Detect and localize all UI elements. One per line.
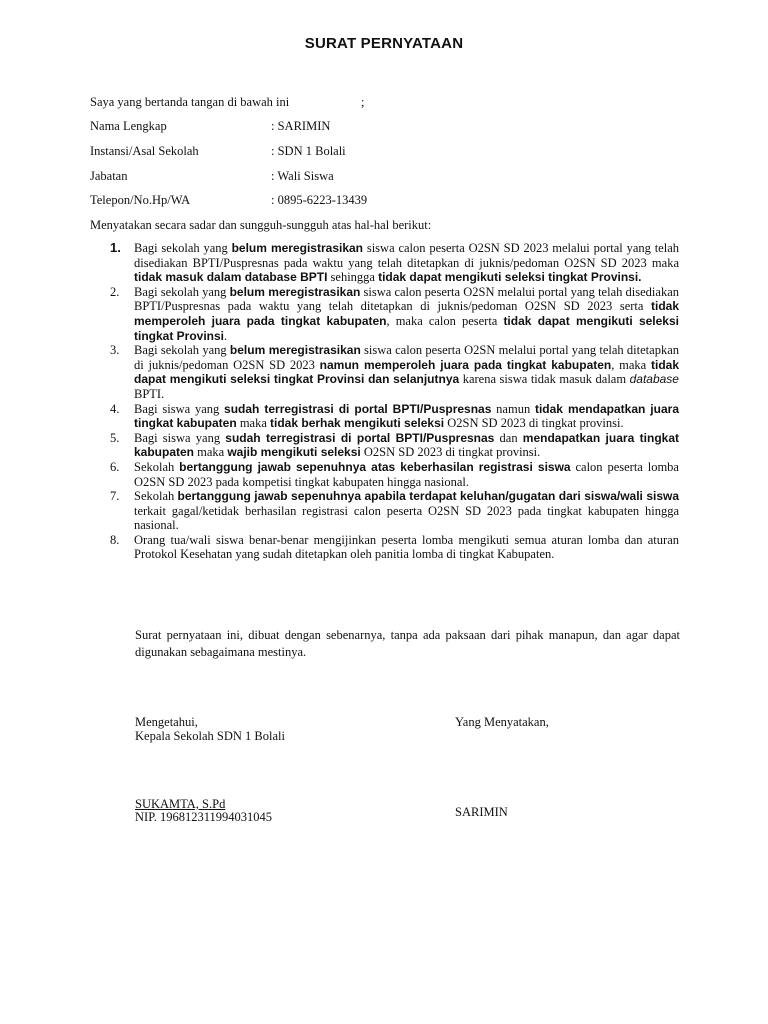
document-title: SURAT PERNYATAAN [304,35,464,52]
statement-bold-text: sudah terregistrasi di portal BPTI/Puspresnas [225,430,495,445]
intro-text: Saya yang bertanda tangan di bawah ini [90,95,290,109]
field-value-position: : Wali Siswa [271,169,334,183]
statement-text-run: namun [491,401,535,416]
statement-bold-text: tidak dapat mengikuti seleksi tingkat Provinsi dan selanjutnya [134,357,679,387]
statement-item-number: 7. [110,489,120,504]
statement-item-number: 8. [110,532,120,547]
statement-text-run: siswa calon peserta O2SN SD 2023 melalui portal yang telah disediakan BPTI/Puspresnas pada waktu yang telah ditetapkan di juknis/pedoman O2SN SD 2023 maka [134,241,679,270]
statement-text-run: , maka calon peserta [386,313,504,328]
statement-text-run: siswa calon peserta O2SN melalui portal yang telah ditetapkan di juknis/pedoman O2SN SD 2023 [134,343,679,372]
statement-bold-text: bertanggung jawab sepenuhnya apabila terdapat keluhan/gugatan dari siswa/wali siswa [177,489,680,504]
statement-item [110,431,679,460]
statement-bold-text: mendapatkan juara tingkat kabupaten [134,430,679,460]
statement-bold-text: sudah terregistrasi di portal BPTI/Puspresnas [224,401,492,416]
statement-bold-text: wajib mengikuti seleksi [227,445,361,460]
field-value-institution: : SDN 1 Bolali [271,144,346,158]
statement-text-run: . [224,328,228,343]
statement-bold-text: tidak dapat mengikuti seleksi tingkat Provinsi. [378,270,642,285]
statement-bold-text: belum meregistrasikan [229,284,361,299]
statement-bold-text: tidak masuk dalam database BPTI [134,270,328,285]
statement-item [110,402,679,431]
statement-text-run: sehingga [327,270,379,285]
statement-text-run: maka [194,445,228,460]
field-value-name: : SARIMIN [271,119,331,133]
statement-item [110,343,679,401]
statement-text-run: calon peserta lomba O2SN SD 2023 pada kompetisi tingkat kabupaten hingga nasional. [134,459,679,489]
statement-item-number: 5. [110,430,120,445]
statement-bold-text: belum meregistrasikan [229,343,361,358]
statement-text-run: terkait gagal/ketidak berhasilan registrasi calon peserta O2SN SD 2023 pada tingkat kabupaten hingga nasional. [134,503,679,533]
statement-text-run: siswa calon peserta O2SN melalui portal yang telah disediakan BPTI/Puspresnas pada waktu yang telah ditetapkan di juknis/pedoman O2SN SD 2023 serta [134,284,679,314]
statement-item [110,489,679,533]
acknowledged-label: Mengetahui, [135,715,198,729]
statement-text-run: dan [494,430,523,445]
field-value-phone: : 0895-6223-13439 [271,193,368,207]
statement-text-run: BPTI. [134,386,165,401]
statement-item-number: 2. [110,284,120,299]
statement-bold-text: tidak mendapatkan juara tingkat kabupaten [134,401,679,431]
statement-text-run: Sekolah [134,459,180,474]
principal-nip: NIP. 196812311994031045 [135,810,273,824]
statement-item [110,241,679,285]
statement-item-number: 6. [110,459,120,474]
statement-text-run: Bagi sekolah yang [134,284,230,299]
statement-text-run: , maka [611,357,651,372]
statement-italic-text: database [629,372,679,387]
declarant-label: Yang Menyatakan, [455,715,549,729]
statement-bold-text: tidak dapat mengikuti seleksi tingkat Provinsi [134,313,679,343]
statement-text-run: Bagi siswa yang [134,430,226,445]
statement-item-number: 3. [110,343,120,358]
statement-item-number: 4. [110,401,120,416]
statement-text-run: O2SN SD 2023 di tingkat provinsi. [360,445,541,460]
statement-item [110,460,679,489]
statement-bold-text: namun memperoleh juara pada tingkat kabupaten [319,357,612,372]
statement-bold-text: bertanggung jawab sepenuhnya atas keberhasilan registrasi siswa [179,459,571,474]
statement-bold-text: belum meregistrasikan [231,241,364,255]
statement-item [110,285,679,343]
field-label-institution: Instansi/Asal Sekolah [90,144,199,158]
statement-bold-text: tidak memperoleh juara pada tingkat kabupaten [134,299,679,328]
statement-text-run: Bagi siswa yang [134,401,225,416]
closing-paragraph: Surat pernyataan ini, dibuat dengan sebenarnya, tanpa ada paksaan dari pihak manapun, dan agar dapat digunakan sebagaimana mestinya. [135,628,680,659]
principal-title: Kepala Sekolah SDN 1 Bolali [135,729,285,743]
statement-text-run: maka [236,416,271,431]
field-label-position: Jabatan [90,169,128,183]
intro-semicolon: ; [361,95,365,109]
statement-list [110,241,679,562]
statement-item-number: 1. [110,240,121,255]
principal-name: SUKAMTA, S.Pd [135,797,226,811]
declarant-name: SARIMIN [455,805,508,819]
statement-text-run: Bagi sekolah yang [134,241,232,255]
intro-line [90,95,289,110]
field-label-phone: Telepon/No.Hp/WA [90,193,191,207]
statement-text-run: Sekolah [134,489,178,504]
statement-text-run: O2SN SD 2023 di tingkat provinsi. [444,416,624,431]
statement-text: Menyatakan secara sadar dan sungguh-sungguh atas hal-hal berikut: [90,218,432,232]
statement-text-run: Orang tua/wali siswa benar-benar mengijinkan peserta lomba mengikuti semua aturan lomba dan aturan Protokol Kesehatan yang sudah ditetapkan oleh panitia lomba di tingkat Kabupaten. [134,532,679,562]
field-label-name: Nama Lengkap [90,119,167,133]
statement-text-run: karena siswa tidak masuk dalam [459,372,630,387]
statement-bold-text: tidak berhak mengikuti seleksi [270,416,445,431]
statement-item [110,533,679,562]
statement-text-run: Bagi sekolah yang [134,343,230,358]
